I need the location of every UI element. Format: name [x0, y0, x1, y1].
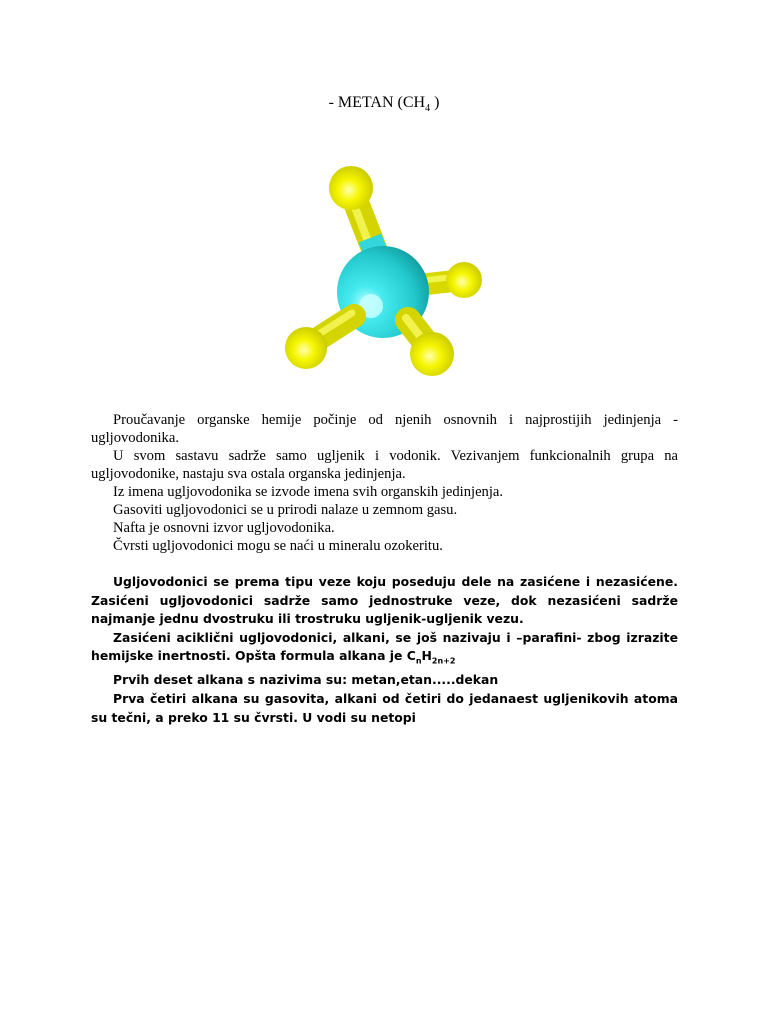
hydrogen-atom-right [446, 262, 482, 298]
alkanes-text: Zasićeni aciklični ugljovodonici, alkani, se još nazivaju i –parafini- zbog izrazite hemijske inertnosti. Opšta formula alkana je [91, 629, 678, 664]
body-paragraph-types: Ugljovodonici se prema tipu veze koju poseduju dele na zasićene i nezasićene. Zasićeni ugljovodonici sadrže samo jednostruke veze, dok nezasićeni sadrže najmanje jednu dvostruku ili trostruku ugljenik-ugljenik vezu. [91, 574, 678, 627]
formula-2n2: 2n+2 [431, 656, 456, 666]
title-suffix: ) [430, 94, 440, 111]
hydrocarbons-section [91, 573, 678, 727]
title-subscript: 4 [425, 103, 431, 115]
intro-paragraph: Iz imena ugljovodonika se izvode imena svih organskih jedinjenja. [113, 484, 504, 500]
formula-c: C [406, 648, 416, 664]
title-prefix: - METAN (CH [328, 94, 426, 111]
body-paragraph-names: Prvih deset alkana s nazivima su: metan,etan.....dekan [113, 672, 499, 688]
intro-section [91, 411, 678, 555]
formula-n: n [415, 656, 422, 666]
body-paragraph-alkanes [91, 629, 678, 672]
hydrogen-atom-top [329, 166, 373, 210]
page-title [0, 94, 768, 114]
hydrogen-atom-bottom-left [285, 327, 327, 369]
body-paragraph-states: Prva četiri alkana su gasovita, alkani od četiri do jedanaest ugljenikovih atoma su tečni, a preko 11 su čvrsti. U vodi su netopi [91, 691, 678, 725]
intro-paragraph: Gasoviti ugljovodonici se u prirodi nalaze u zemnom gasu. [113, 502, 458, 518]
intro-paragraph: U svom sastavu sadrže samo ugljenik i vodonik. Vezivanjem funkcionalnih grupa na ugljovodonike, nastaju sva ostala organska jedinjenja. [91, 448, 678, 482]
formula-h: H [421, 648, 432, 664]
intro-paragraph: Nafta je osnovni izvor ugljovodonika. [113, 520, 335, 536]
intro-paragraph: Proučavanje organske hemije počinje od njenih osnovnih i najprostijih jedinjenja - ugljovodonika. [91, 412, 678, 446]
hydrogen-atom-bottom-right [410, 332, 454, 376]
methane-molecule-illustration [280, 158, 490, 380]
intro-paragraph: Čvrsti ugljovodonici mogu se naći u mineralu ozokeritu. [113, 538, 443, 554]
